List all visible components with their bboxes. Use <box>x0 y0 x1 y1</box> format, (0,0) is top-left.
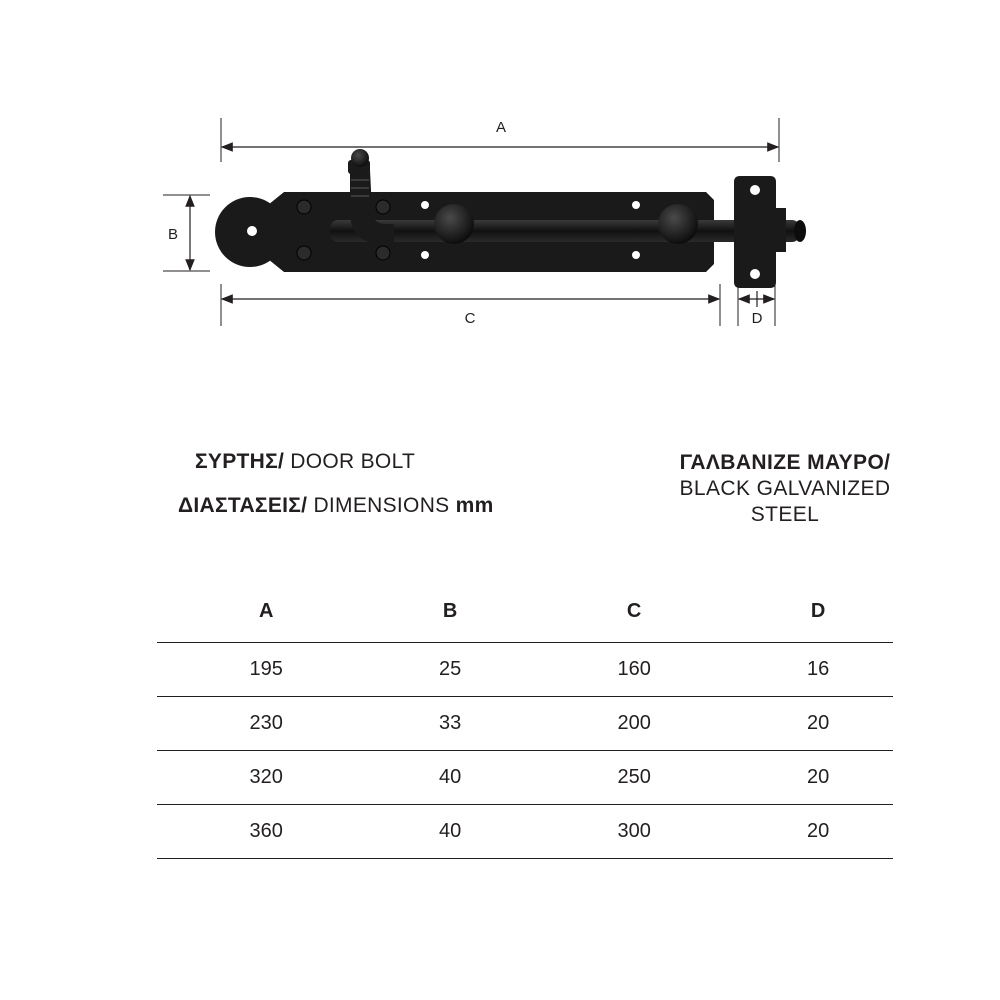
keeper <box>734 176 786 288</box>
table-cell-a: 195 <box>157 643 375 697</box>
rod-guide <box>658 204 698 244</box>
dim-label-c: C <box>464 310 476 327</box>
door-bolt-drawing <box>0 0 1000 360</box>
mount-hole <box>632 201 640 209</box>
bolt-tip <box>794 220 806 242</box>
table-cell-b: 25 <box>375 643 525 697</box>
table-cell-c: 250 <box>525 751 743 805</box>
mount-hole <box>632 251 640 259</box>
table-header-row <box>157 580 893 643</box>
product-title-english: DOOR BOLT <box>284 450 416 473</box>
table-body <box>157 643 893 859</box>
table-row <box>157 805 893 859</box>
table-cell-d: 20 <box>743 805 893 859</box>
rod-guide <box>434 204 474 244</box>
table-header-b: B <box>375 580 525 643</box>
dimensions-title-english: DIMENSIONS <box>307 494 456 517</box>
table-row <box>157 697 893 751</box>
table-cell-d: 16 <box>743 643 893 697</box>
table-cell-d: 20 <box>743 751 893 805</box>
handle-knob <box>351 149 369 167</box>
dimensions-title-greek: ΔΙΑΣΤΑΣΕΙΣ/ <box>178 494 308 517</box>
mount-hole <box>421 251 429 259</box>
table-header-d: D <box>743 580 893 643</box>
product-title-greek: ΣΥΡΤΗΣ/ <box>195 450 285 473</box>
dim-label-b: B <box>167 226 179 243</box>
material-english-line2: STEEL <box>750 503 820 526</box>
table-cell-a: 230 <box>157 697 375 751</box>
keeper-hole <box>750 185 760 195</box>
keeper-hole <box>750 269 760 279</box>
material-english-line1: BLACK GALVANIZED <box>679 477 891 500</box>
table-cell-a: 320 <box>157 751 375 805</box>
dimensions-title <box>178 494 494 518</box>
material-greek: ΓΑΛΒΑΝΙΖΕ ΜΑΥΡΟ/ <box>679 451 891 474</box>
table-cell-c: 160 <box>525 643 743 697</box>
dimensions-unit: mm <box>455 494 494 517</box>
table-cell-c: 200 <box>525 697 743 751</box>
table-cell-c: 300 <box>525 805 743 859</box>
dim-label-a: A <box>495 119 507 136</box>
dimensions-table <box>157 580 893 859</box>
dim-label-d: D <box>751 310 763 327</box>
mount-hole <box>421 201 429 209</box>
door-bolt <box>215 149 806 288</box>
bolt-rod <box>330 220 800 242</box>
table-row <box>157 643 893 697</box>
table-cell-a: 360 <box>157 805 375 859</box>
material-block <box>660 450 910 528</box>
table-cell-d: 20 <box>743 697 893 751</box>
mount-hole <box>247 226 257 236</box>
table-cell-b: 40 <box>375 805 525 859</box>
product-title <box>195 450 415 474</box>
table-cell-b: 33 <box>375 697 525 751</box>
table-header-a: A <box>157 580 375 643</box>
table-header-c: C <box>525 580 743 643</box>
table-cell-b: 40 <box>375 751 525 805</box>
table-row <box>157 751 893 805</box>
